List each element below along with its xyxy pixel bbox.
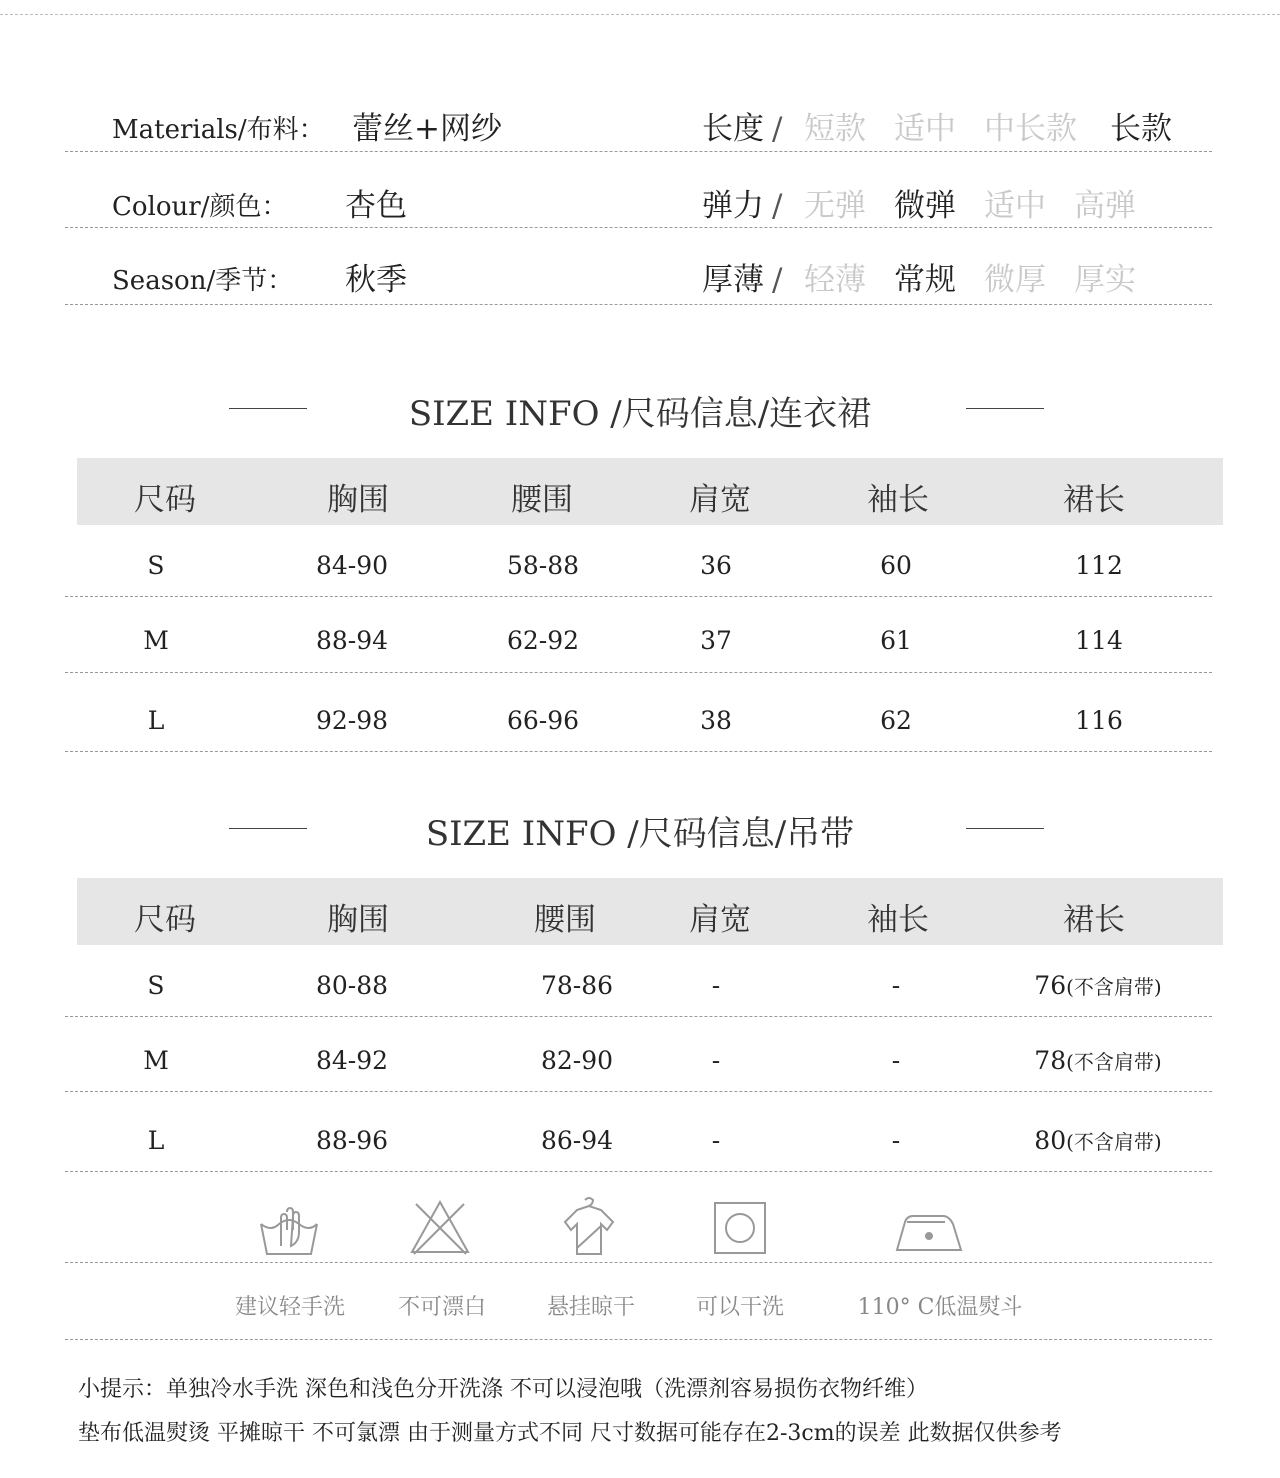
cell-size: L — [147, 1126, 165, 1155]
strap-note: (不含肩带) — [1066, 975, 1162, 999]
elasticity-option: 高弹 — [1074, 188, 1136, 224]
cell-shoulder: 38 — [700, 706, 732, 735]
thickness-option: 厚实 — [1074, 262, 1136, 298]
header-shoulder: 肩宽 — [689, 902, 751, 938]
cell-sleeve: 62 — [880, 706, 912, 735]
header-bust: 胸围 — [327, 902, 389, 938]
cell-waist: 82-90 — [540, 1046, 614, 1075]
header-waist: 腰围 — [534, 902, 596, 938]
divider — [65, 596, 1212, 597]
elasticity-option-selected: 微弹 — [894, 188, 956, 224]
iron-low-icon — [893, 1196, 963, 1260]
cell-sleeve: 61 — [880, 626, 912, 655]
cell-sleeve: - — [891, 971, 901, 1000]
cell-shoulder: - — [711, 971, 721, 1000]
cell-size: S — [147, 551, 165, 580]
cell-size: S — [147, 971, 165, 1000]
dress-size-title: SIZE INFO /尺码信息/连衣裙 — [408, 394, 872, 434]
length-label: 长度 — [702, 111, 764, 147]
table-row — [77, 1126, 1223, 1166]
divider — [65, 1171, 1212, 1172]
thickness-option: 轻薄 — [804, 262, 866, 298]
length-sep: / — [772, 111, 783, 147]
table-row — [77, 1046, 1223, 1086]
cell-skirt-length — [1034, 1126, 1161, 1155]
divider — [65, 1091, 1212, 1092]
cell-waist: 86-94 — [540, 1126, 614, 1155]
divider — [65, 304, 1212, 305]
thickness-option: 微厚 — [984, 262, 1046, 298]
header-sleeve: 袖长 — [867, 902, 929, 938]
header-sleeve: 袖长 — [867, 482, 929, 518]
slip-table-header — [77, 878, 1223, 945]
cell-bust: 84-92 — [315, 1046, 389, 1075]
cell-waist: 78-86 — [540, 971, 614, 1000]
colour-value: 杏色 — [345, 188, 407, 224]
care-label-hand-wash: 建议轻手洗 — [234, 1295, 346, 1320]
divider — [65, 1016, 1212, 1017]
cell-shoulder: - — [711, 1046, 721, 1075]
divider — [65, 227, 1212, 228]
cell-skirt-length — [1034, 971, 1161, 1000]
colour-label: Colour/颜色： — [112, 192, 288, 222]
care-tip-line-2: 垫布低温熨烫 平摊晾干 不可氯漂 由于测量方式不同 尺寸数据可能存在2-3cm的误差 此数据仅供参考 — [78, 1421, 1062, 1446]
thickness-label: 厚薄 — [702, 262, 764, 298]
cell-size: L — [147, 706, 165, 735]
cell-skirt-length — [1034, 1046, 1161, 1075]
cell-shoulder: 36 — [700, 551, 732, 580]
divider — [65, 672, 1212, 673]
cell-bust: 88-96 — [315, 1126, 389, 1155]
elasticity-label: 弹力 — [702, 188, 764, 224]
cell-sleeve: - — [891, 1126, 901, 1155]
cell-waist: 58-88 — [506, 551, 580, 580]
cell-size: M — [143, 1046, 169, 1075]
thickness-option-selected: 常规 — [894, 262, 956, 298]
top-divider — [0, 14, 1280, 15]
cell-skirt-length: 116 — [1075, 706, 1123, 735]
care-tip-line-1: 小提示：单独冷水手洗 深色和浅色分开洗涤 不可以浸泡哦（洗漂剂容易损伤衣物纤维） — [78, 1377, 928, 1402]
cell-bust: 84-90 — [315, 551, 389, 580]
table-row — [77, 626, 1223, 666]
cell-shoulder: - — [711, 1126, 721, 1155]
header-waist: 腰围 — [511, 482, 573, 518]
length-scale — [702, 103, 1172, 148]
header-size: 尺码 — [134, 482, 196, 518]
hand-wash-icon — [257, 1196, 321, 1260]
cell-skirt-length: 112 — [1075, 551, 1123, 580]
cell-sleeve: 60 — [880, 551, 912, 580]
header-size: 尺码 — [134, 902, 196, 938]
attr-row-colour — [112, 180, 1212, 224]
elasticity-sep: / — [772, 188, 783, 224]
table-row — [77, 551, 1223, 591]
strap-note: (不含肩带) — [1066, 1130, 1162, 1154]
divider — [65, 751, 1212, 752]
care-label-no-bleach: 不可漂白 — [397, 1295, 487, 1320]
length-option-selected: 长款 — [1110, 111, 1172, 147]
elasticity-option: 无弹 — [804, 188, 866, 224]
length-option: 适中 — [894, 111, 956, 147]
skirt-length-value: 76 — [1034, 971, 1067, 1000]
cell-waist: 62-92 — [506, 626, 580, 655]
thickness-scale — [702, 254, 1136, 299]
header-shoulder: 肩宽 — [689, 482, 751, 518]
dry-clean-icon — [708, 1196, 772, 1260]
length-option: 中长款 — [984, 111, 1077, 147]
cell-sleeve: - — [891, 1046, 901, 1075]
cell-skirt-length: 114 — [1075, 626, 1123, 655]
divider — [65, 1262, 1212, 1263]
season-value: 秋季 — [345, 262, 407, 298]
elasticity-option: 适中 — [984, 188, 1046, 224]
table-row — [77, 706, 1223, 746]
skirt-length-value: 80 — [1034, 1126, 1067, 1155]
strap-note: (不含肩带) — [1066, 1050, 1162, 1074]
attr-row-materials — [112, 103, 1212, 147]
table-row — [77, 971, 1223, 1011]
cell-waist: 66-96 — [506, 706, 580, 735]
length-option: 短款 — [804, 111, 866, 147]
no-bleach-icon — [408, 1196, 472, 1260]
divider — [65, 151, 1212, 152]
header-skirt-length: 裙长 — [1063, 482, 1125, 518]
divider — [65, 1339, 1212, 1340]
materials-label: Materials/布料： — [112, 115, 325, 145]
cell-bust: 92-98 — [315, 706, 389, 735]
slip-size-title: SIZE INFO /尺码信息/吊带 — [425, 814, 855, 854]
care-label-iron-low: 110° C低温熨斗 — [857, 1295, 1023, 1320]
attr-row-season — [112, 254, 1212, 298]
elasticity-scale — [702, 180, 1136, 225]
skirt-length-value: 78 — [1034, 1046, 1067, 1075]
header-skirt-length: 裙长 — [1063, 902, 1125, 938]
thickness-sep: / — [772, 262, 783, 298]
cell-size: M — [143, 626, 169, 655]
hang-dry-icon — [557, 1196, 621, 1260]
header-bust: 胸围 — [327, 482, 389, 518]
materials-value: 蕾丝+网纱 — [352, 111, 502, 147]
care-label-dry-clean: 可以干洗 — [695, 1295, 785, 1320]
dress-table-header — [77, 458, 1223, 525]
cell-bust: 88-94 — [315, 626, 389, 655]
cell-shoulder: 37 — [700, 626, 732, 655]
cell-bust: 80-88 — [315, 971, 389, 1000]
care-label-hang-dry: 悬挂晾干 — [546, 1295, 636, 1320]
season-label: Season/季节： — [112, 266, 294, 296]
